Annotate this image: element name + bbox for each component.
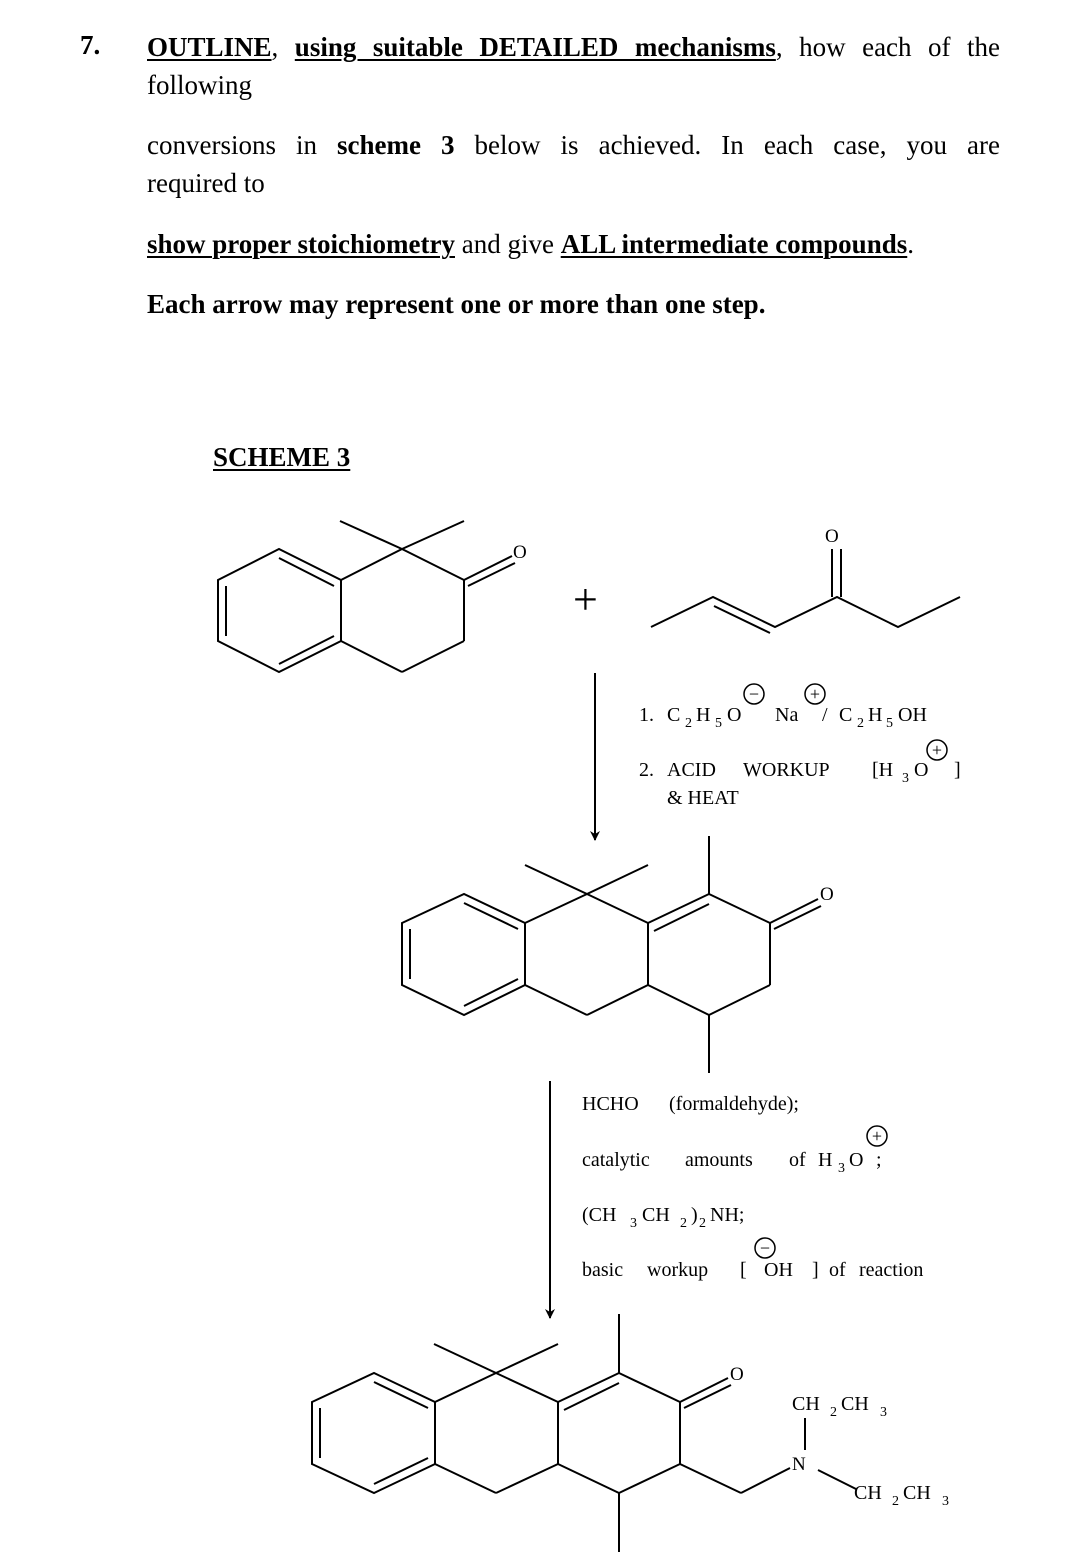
scheme-title: SCHEME 3 <box>213 442 351 472</box>
svg-text:CH: CH <box>841 1393 869 1415</box>
svg-text:CH: CH <box>792 1393 820 1415</box>
svg-text:+: + <box>931 740 943 760</box>
instruction-paragraph-2: conversions in scheme 3 below is achieved. In each case, you are required to <box>147 130 1001 198</box>
svg-text:2.: 2. <box>639 759 654 781</box>
svg-text:/: / <box>822 704 828 726</box>
svg-text:CH: CH <box>854 1482 882 1504</box>
svg-text:H: H <box>696 704 711 726</box>
svg-text:−: − <box>748 684 760 704</box>
question-number: 7. <box>80 30 101 60</box>
product-oxygen-label: O <box>730 1364 744 1385</box>
instruction-paragraph-4: Each arrow may represent one or more than one step. <box>147 289 766 319</box>
svg-text:3: 3 <box>880 1405 887 1420</box>
step-1-conditions <box>639 684 961 809</box>
svg-text:NH;: NH; <box>710 1204 745 1226</box>
svg-text:2: 2 <box>892 1494 899 1509</box>
svg-text:basic: basic <box>582 1259 624 1281</box>
svg-text:of: of <box>789 1149 806 1171</box>
svg-text:(formaldehyde);: (formaldehyde); <box>669 1093 799 1115</box>
final-product-structure <box>312 1314 856 1552</box>
svg-text:& HEAT: & HEAT <box>667 787 739 809</box>
svg-text:2: 2 <box>680 1216 687 1231</box>
svg-text:O: O <box>849 1149 864 1171</box>
svg-text:C: C <box>667 704 681 726</box>
enone-structure <box>651 549 960 633</box>
svg-text:2: 2 <box>699 1216 706 1231</box>
svg-text:2: 2 <box>830 1405 837 1420</box>
svg-text:5: 5 <box>886 716 893 731</box>
enone-oxygen-label: O <box>825 526 839 547</box>
svg-text:2: 2 <box>685 716 692 731</box>
svg-text:CH: CH <box>642 1204 670 1226</box>
svg-text:of: of <box>829 1259 846 1281</box>
svg-text:[: [ <box>740 1259 747 1281</box>
svg-text:]: ] <box>954 759 961 781</box>
svg-text:amounts: amounts <box>685 1149 753 1171</box>
svg-text:Na: Na <box>775 704 799 726</box>
svg-text:[H: [H <box>872 759 894 781</box>
svg-text:2: 2 <box>857 716 864 731</box>
step-2-conditions <box>582 1093 923 1281</box>
ketone-oxygen-label: O <box>513 542 527 563</box>
svg-text:HCHO: HCHO <box>582 1093 639 1115</box>
svg-text:(CH: (CH <box>582 1204 617 1226</box>
instruction-paragraph-3: show proper stoichiometry and give ALL intermediate compounds. <box>147 229 914 259</box>
intermediate-enone-structure <box>402 836 821 1073</box>
svg-text:O: O <box>914 759 929 781</box>
svg-text:]: ] <box>812 1259 819 1281</box>
svg-text:5: 5 <box>715 716 722 731</box>
svg-text:+: + <box>809 684 821 704</box>
svg-text:1.: 1. <box>639 704 654 726</box>
amine-nitrogen-label: N <box>792 1454 806 1475</box>
amine-ethyl-groups <box>792 1393 949 1509</box>
svg-text:O: O <box>727 704 742 726</box>
starting-ketone-structure <box>218 521 515 672</box>
svg-text:H: H <box>868 704 883 726</box>
svg-text:OH: OH <box>764 1259 793 1281</box>
svg-text:ACID: ACID <box>667 759 716 781</box>
intermediate-oxygen-label: O <box>820 884 834 905</box>
svg-text:WORKUP: WORKUP <box>743 759 830 781</box>
instruction-paragraph-1: OUTLINE, using suitable DETAILED mechanisms, how each of the following <box>147 32 1000 100</box>
svg-text:3: 3 <box>630 1216 637 1231</box>
svg-text:3: 3 <box>838 1161 845 1176</box>
svg-text:3: 3 <box>942 1494 949 1509</box>
svg-text:workup: workup <box>647 1259 709 1281</box>
svg-text:OH: OH <box>898 704 927 726</box>
svg-text:+: + <box>871 1126 883 1146</box>
plus-sign: + <box>573 575 598 624</box>
svg-text:H: H <box>818 1149 833 1171</box>
svg-text:CH: CH <box>903 1482 931 1504</box>
svg-text:reaction: reaction <box>859 1259 924 1281</box>
svg-text:3: 3 <box>902 771 909 786</box>
svg-text:catalytic: catalytic <box>582 1149 650 1171</box>
svg-text:−: − <box>759 1238 771 1258</box>
svg-text:C: C <box>839 704 853 726</box>
svg-text:): ) <box>691 1204 698 1226</box>
svg-text:;: ; <box>876 1149 882 1171</box>
